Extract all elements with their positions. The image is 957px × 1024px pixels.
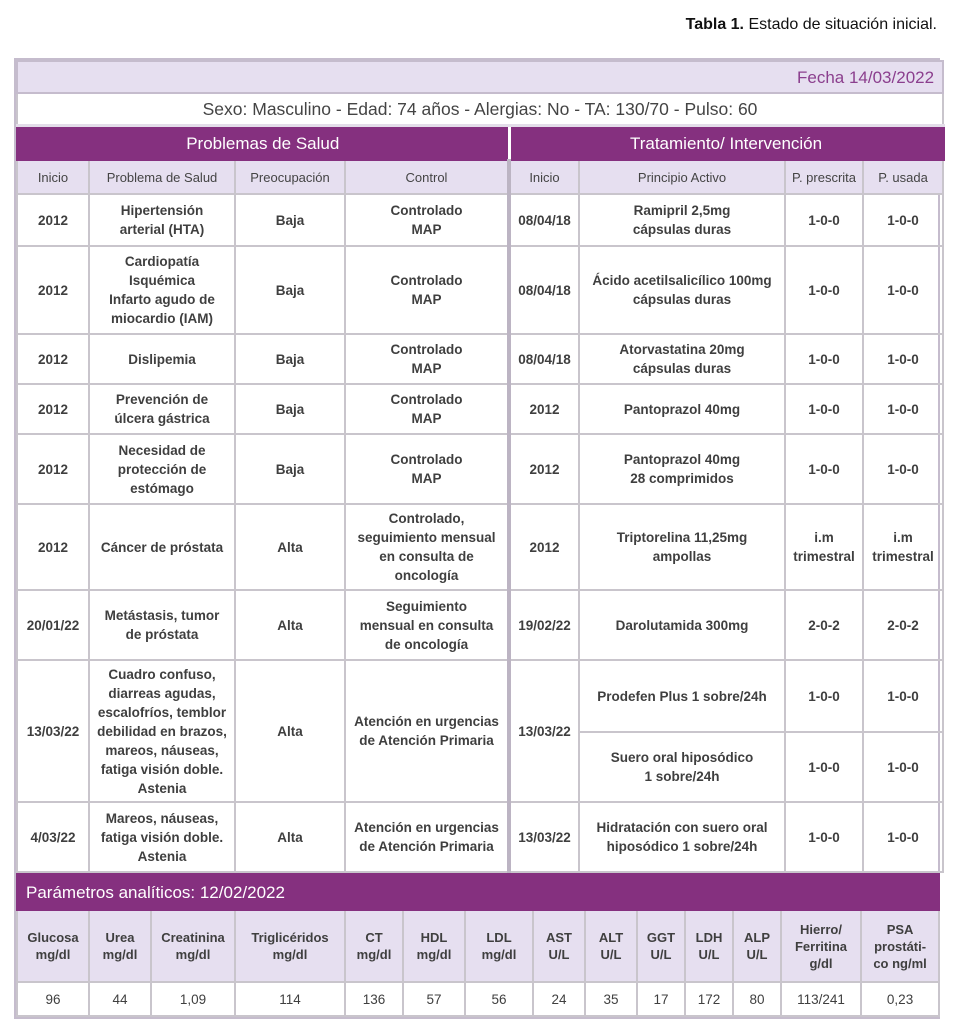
- cell-principio: Darolutamida 300mg: [579, 590, 785, 660]
- lab-header: LDL mg/dl: [465, 910, 533, 982]
- col-header: Inicio: [17, 160, 89, 194]
- cell-usada: i.m trimestral: [863, 504, 943, 590]
- cell-control: Controlado, seguimiento mensual en consulta de oncología: [345, 504, 509, 590]
- cell-prescrita: 2-0-2: [785, 590, 863, 660]
- cell-prescrita: 1-0-0: [785, 660, 863, 732]
- cell-principio: Triptorelina 11,25mg ampollas: [579, 504, 785, 590]
- lab-value: 56: [465, 982, 533, 1016]
- cell-problema: Cuadro confuso, diarreas agudas, escalofríos, temblor debilidad en brazos, mareos, náuseas, fatiga visión doble. Astenia: [89, 660, 235, 802]
- lab-header: AST U/L: [533, 910, 585, 982]
- table-row: [17, 590, 943, 660]
- col-header: Preocupación: [235, 160, 345, 194]
- cell-inicio: 2012: [17, 194, 89, 246]
- lab-value: 1,09: [151, 982, 235, 1016]
- cell-problema: Cardiopatía Isquémica Infarto agudo de miocardio (IAM): [89, 246, 235, 334]
- date-label: Fecha 14/03/2022: [17, 61, 943, 93]
- lab-value: 136: [345, 982, 403, 1016]
- cell-inicio: 20/01/22: [17, 590, 89, 660]
- col-header: P. prescrita: [785, 160, 863, 194]
- situation-table-frame: [14, 58, 940, 1019]
- cell-inicio: 4/03/22: [17, 802, 89, 872]
- cell-inicio: 2012: [17, 504, 89, 590]
- cell-principio: Prodefen Plus 1 sobre/24h: [579, 660, 785, 732]
- table-row: [17, 434, 943, 504]
- lab-header: Urea mg/dl: [89, 910, 151, 982]
- cell-control: Controlado MAP: [345, 246, 509, 334]
- column-header-row: [17, 160, 943, 194]
- cell-tratamiento-inicio: 08/04/18: [509, 334, 579, 384]
- lab-value: 35: [585, 982, 637, 1016]
- col-header: Principio Activo: [579, 160, 785, 194]
- cell-usada: 1-0-0: [863, 384, 943, 434]
- table-row: [17, 504, 943, 590]
- lab-header: Triglicéridos mg/dl: [235, 910, 345, 982]
- cell-preocupacion: Baja: [235, 246, 345, 334]
- caption-prefix: Tabla 1.: [685, 16, 744, 33]
- cell-prescrita: 1-0-0: [785, 334, 863, 384]
- cell-usada: 1-0-0: [863, 194, 943, 246]
- cell-tratamiento-inicio: 13/03/22: [509, 802, 579, 872]
- cell-tratamiento-inicio: 08/04/18: [509, 194, 579, 246]
- table-row: [17, 802, 943, 872]
- cell-prescrita: 1-0-0: [785, 802, 863, 872]
- col-header: Control: [345, 160, 509, 194]
- cell-problema: Dislipemia: [89, 334, 235, 384]
- caption-text: Estado de situación inicial.: [744, 16, 937, 33]
- col-header: P. usada: [863, 160, 943, 194]
- lab-value: 57: [403, 982, 465, 1016]
- table-row: [17, 334, 943, 384]
- col-header: Inicio: [509, 160, 579, 194]
- lab-value: 114: [235, 982, 345, 1016]
- patient-info: Sexo: Masculino - Edad: 74 años - Alergias: No - TA: 130/70 - Pulso: 60: [17, 93, 943, 126]
- lab-header: GGT U/L: [637, 910, 685, 982]
- lab-header: LDH U/L: [685, 910, 733, 982]
- lab-values-row: [17, 982, 939, 1016]
- lab-header: CT mg/dl: [345, 910, 403, 982]
- cell-problema: Necesidad de protección de estómago: [89, 434, 235, 504]
- cell-preocupacion: Baja: [235, 334, 345, 384]
- cell-control: Atención en urgencias de Atención Primaria: [345, 660, 509, 802]
- cell-prescrita: 1-0-0: [785, 246, 863, 334]
- cell-preocupacion: Alta: [235, 660, 345, 802]
- lab-value: 113/241: [781, 982, 861, 1016]
- col-header: Problema de Salud: [89, 160, 235, 194]
- cell-usada: 1-0-0: [863, 660, 943, 732]
- cell-principio: Atorvastatina 20mg cápsulas duras: [579, 334, 785, 384]
- cell-inicio: 2012: [17, 434, 89, 504]
- cell-control: Controlado MAP: [345, 194, 509, 246]
- table-caption: [686, 16, 937, 34]
- lab-header-row: [17, 910, 939, 982]
- lab-table: [16, 873, 940, 1017]
- cell-prescrita: 1-0-0: [785, 434, 863, 504]
- cell-tratamiento-inicio: 2012: [509, 384, 579, 434]
- cell-usada: 2-0-2: [863, 590, 943, 660]
- table-row: [17, 194, 943, 246]
- cell-control: Controlado MAP: [345, 334, 509, 384]
- section-health-problems: Problemas de Salud: [17, 126, 509, 161]
- cell-prescrita: 1-0-0: [785, 384, 863, 434]
- lab-header: Hierro/ Ferritina g/dl: [781, 910, 861, 982]
- table-row: [17, 384, 943, 434]
- cell-principio: Suero oral hiposódico 1 sobre/24h: [579, 732, 785, 802]
- lab-value: 96: [17, 982, 89, 1016]
- cell-preocupacion: Baja: [235, 434, 345, 504]
- section-treatment: Tratamiento/ Intervención: [509, 126, 943, 161]
- cell-preocupacion: Alta: [235, 802, 345, 872]
- cell-usada: 1-0-0: [863, 802, 943, 872]
- cell-principio: Ramipril 2,5mg cápsulas duras: [579, 194, 785, 246]
- lab-value: 80: [733, 982, 781, 1016]
- cell-inicio: 2012: [17, 384, 89, 434]
- cell-tratamiento-inicio: 08/04/18: [509, 246, 579, 334]
- cell-prescrita: 1-0-0: [785, 194, 863, 246]
- cell-control: Atención en urgencias de Atención Primaria: [345, 802, 509, 872]
- lab-value: 0,23: [861, 982, 939, 1016]
- cell-preocupacion: Baja: [235, 194, 345, 246]
- lab-value: 17: [637, 982, 685, 1016]
- cell-principio: Pantoprazol 40mg 28 comprimidos: [579, 434, 785, 504]
- cell-tratamiento-inicio: 19/02/22: [509, 590, 579, 660]
- cell-prescrita: i.m trimestral: [785, 504, 863, 590]
- cell-tratamiento-inicio: 13/03/22: [509, 660, 579, 802]
- cell-preocupacion: Alta: [235, 504, 345, 590]
- cell-inicio: 2012: [17, 246, 89, 334]
- cell-usada: 1-0-0: [863, 246, 943, 334]
- cell-principio: Pantoprazol 40mg: [579, 384, 785, 434]
- cell-tratamiento-inicio: 2012: [509, 504, 579, 590]
- cell-control: Controlado MAP: [345, 434, 509, 504]
- cell-control: Seguimiento mensual en consulta de oncología: [345, 590, 509, 660]
- cell-problema: Metástasis, tumor de próstata: [89, 590, 235, 660]
- cell-usada: 1-0-0: [863, 334, 943, 384]
- lab-value: 44: [89, 982, 151, 1016]
- cell-usada: 1-0-0: [863, 732, 943, 802]
- cell-problema: Cáncer de próstata: [89, 504, 235, 590]
- cell-tratamiento-inicio: 2012: [509, 434, 579, 504]
- cell-usada: 1-0-0: [863, 434, 943, 504]
- lab-value: 172: [685, 982, 733, 1016]
- table-row: [17, 246, 943, 334]
- cell-control: Controlado MAP: [345, 384, 509, 434]
- cell-inicio: 13/03/22: [17, 660, 89, 802]
- cell-problema: Prevención de úlcera gástrica: [89, 384, 235, 434]
- cell-principio: Ácido acetilsalicílico 100mg cápsulas duras: [579, 246, 785, 334]
- situation-table: [16, 60, 945, 873]
- lab-header: HDL mg/dl: [403, 910, 465, 982]
- lab-header: Glucosa mg/dl: [17, 910, 89, 982]
- table-row-merged: [17, 660, 943, 732]
- lab-title: Parámetros analíticos: 12/02/2022: [17, 874, 939, 910]
- cell-prescrita: 1-0-0: [785, 732, 863, 802]
- lab-header: ALP U/L: [733, 910, 781, 982]
- lab-header: ALT U/L: [585, 910, 637, 982]
- cell-problema: Mareos, náuseas, fatiga visión doble. Astenia: [89, 802, 235, 872]
- cell-inicio: 2012: [17, 334, 89, 384]
- lab-header: Creatinina mg/dl: [151, 910, 235, 982]
- cell-principio: Hidratación con suero oral hiposódico 1 sobre/24h: [579, 802, 785, 872]
- cell-preocupacion: Baja: [235, 384, 345, 434]
- cell-problema: Hipertensión arterial (HTA): [89, 194, 235, 246]
- lab-header: PSA prostáti- co ng/ml: [861, 910, 939, 982]
- lab-value: 24: [533, 982, 585, 1016]
- cell-preocupacion: Alta: [235, 590, 345, 660]
